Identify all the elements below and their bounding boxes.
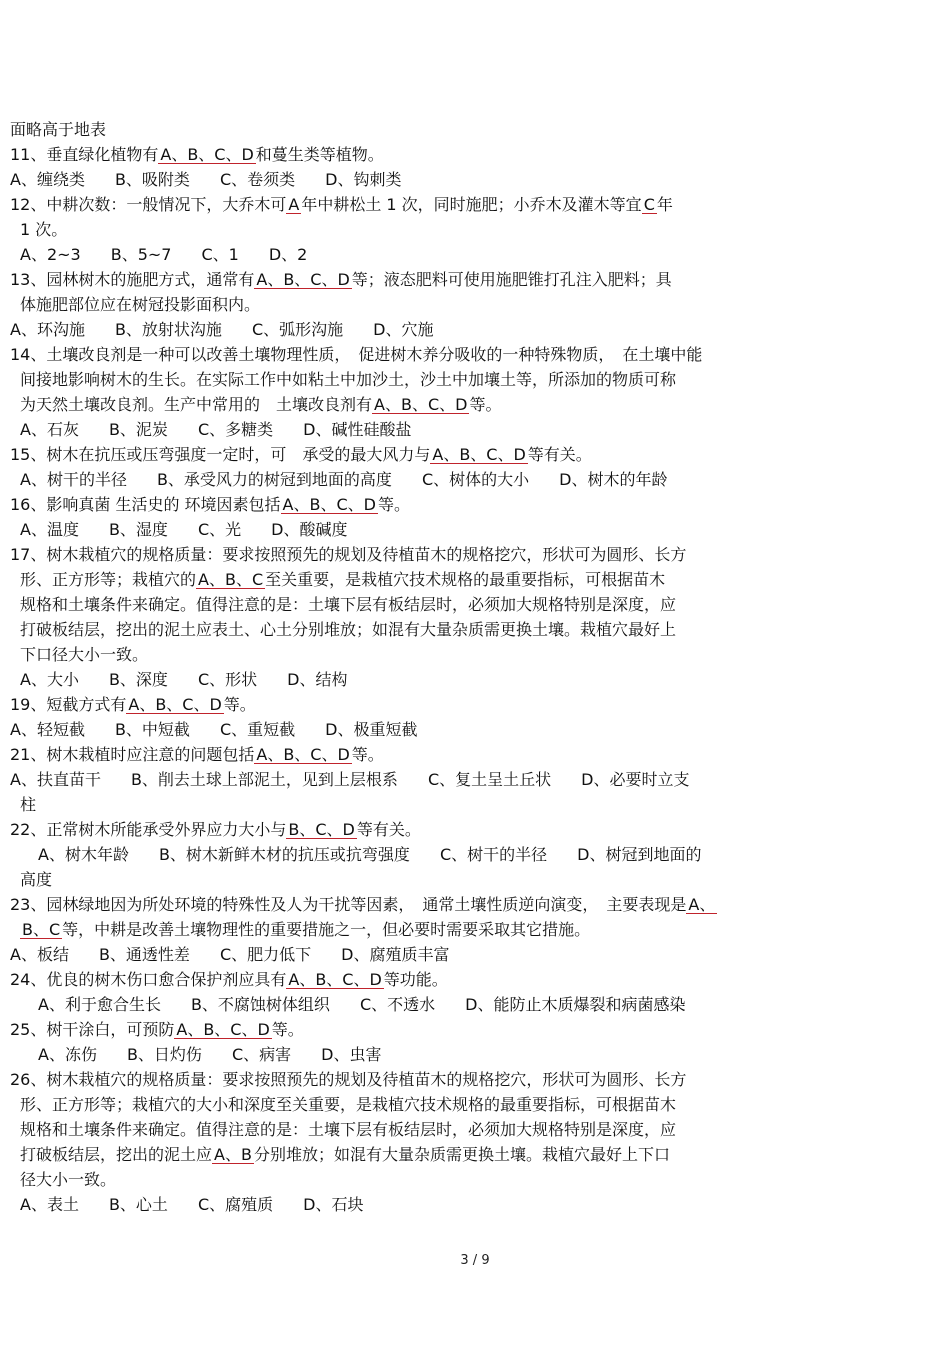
text-line: 高度	[20, 870, 53, 889]
question-text: 至关重要，是栽植穴技术规格的最重要指标，可根据苗木	[265, 570, 666, 589]
option-item: B、日灼伤	[126, 1045, 202, 1064]
answer-blank: A、B、C、D	[254, 267, 351, 292]
options-row	[10, 767, 810, 792]
options-row	[10, 717, 810, 742]
text-line: 26、树木栽植穴的规格质量：要求按照预先的规划及待植苗木的规格挖穴，形状可为圆形、长方	[10, 1070, 687, 1089]
question-line	[10, 1017, 810, 1042]
option-item: A、缠绕类	[10, 170, 85, 189]
option-item: C、不透水	[359, 995, 436, 1014]
option-item: C、病害	[231, 1045, 292, 1064]
question-text: 等功能。	[383, 970, 448, 989]
answer-blank: A、B、C、D	[126, 692, 223, 717]
option-item: A、利于愈合生长	[38, 995, 161, 1014]
question-line	[10, 192, 810, 217]
text-line: 体施肥部位应在树冠投影面积内。	[20, 295, 261, 314]
answer-blank: B、C	[20, 917, 62, 942]
option-item: A、树干的半径	[20, 470, 127, 489]
text-line: 间接地影响树木的生长。在实际工作中如粘土中加沙土，沙土中加壤土等，所添加的物质可称	[20, 370, 677, 389]
option-item: A、大小	[20, 670, 79, 689]
option-item: D、结构	[287, 670, 348, 689]
question-text: 23、园林绿地因为所处环境的特殊性及人为干扰等因素， 通常土壤性质逆向演变， 主要表现是	[10, 895, 687, 914]
option-item: D、石块	[303, 1195, 364, 1214]
option-item: A、扶直苗干	[10, 770, 101, 789]
option-item: B、放射状沟施	[114, 320, 222, 339]
question-text: 和蔓生类等植物。	[255, 145, 384, 164]
option-item: C、弧形沟施	[251, 320, 344, 339]
option-item: D、树木的年龄	[559, 470, 668, 489]
question-line	[10, 442, 810, 467]
option-item: B、5~7	[110, 245, 172, 264]
options-row	[10, 1042, 810, 1067]
question-text: 16、影响真菌 生活史的 环境因素包括	[10, 495, 281, 514]
option-item: C、卷须类	[219, 170, 296, 189]
option-item: B、中短截	[114, 720, 190, 739]
answer-blank: A、B、C、D	[281, 492, 378, 517]
answer-blank: A	[286, 192, 301, 217]
option-item: D、穴施	[373, 320, 434, 339]
question-text: 15、树木在抗压或压弯强度一定时，可 承受的最大风力与	[10, 445, 431, 464]
question-text: 为天然土壤改良剂。生产中常用的 土壤改良剂有	[20, 395, 373, 414]
options-row	[10, 167, 810, 192]
option-item: B、泥炭	[108, 420, 168, 439]
option-item: D、腐殖质丰富	[341, 945, 450, 964]
option-item: B、湿度	[108, 520, 168, 539]
option-item: A、石灰	[20, 420, 79, 439]
option-item: A、树木年龄	[38, 845, 129, 864]
text-line: 规格和土壤条件来确定。值得注意的是：土壤下层有板结层时，必须加大规格特别是深度，应	[20, 595, 677, 614]
option-item: B、通透性差	[98, 945, 190, 964]
question-text: 22、正常树木所能承受外界应力大小与	[10, 820, 287, 839]
option-item: A、表土	[20, 1195, 79, 1214]
question-text: 11、垂直绿化植物有	[10, 145, 159, 164]
option-item: B、心土	[108, 1195, 168, 1214]
option-item: A、2~3	[20, 245, 81, 264]
options-row	[10, 992, 810, 1017]
text-line: 打破板结层，挖出的泥土应表土、心土分别堆放；如混有大量杂质需更换土壤。栽植穴最好上	[20, 620, 677, 639]
question-text: 12、中耕次数：一般情况下，大乔木可	[10, 195, 287, 214]
option-item: A、环沟施	[10, 320, 85, 339]
question-text: 等有关。	[356, 820, 421, 839]
question-text: 等。	[377, 495, 410, 514]
question-text: 等。	[271, 1020, 304, 1039]
question-text: 分别堆放；如混有大量杂质需更换土壤。栽植穴最好上下口	[253, 1145, 670, 1164]
option-item: C、重短截	[219, 720, 296, 739]
options-row	[10, 467, 810, 492]
question-text: 等。	[351, 745, 384, 764]
text-line: 径大小一致。	[20, 1170, 117, 1189]
option-item: B、深度	[108, 670, 168, 689]
text-line: 形、正方形等；栽植穴的大小和深度至关重要，是栽植穴技术规格的最重要指标，可根据苗木	[20, 1095, 677, 1114]
option-item: C、树体的大小	[421, 470, 530, 489]
option-item: C、腐殖质	[197, 1195, 274, 1214]
question-line	[10, 917, 810, 942]
text-line: 1 次。	[20, 220, 68, 239]
question-line	[10, 392, 810, 417]
question-line	[10, 817, 810, 842]
question-line	[10, 142, 810, 167]
text-line: 17、树木栽植穴的规格质量：要求按照预先的规划及待植苗木的规格挖穴，形状可为圆形、长方	[10, 545, 687, 564]
options-row	[10, 517, 810, 542]
question-text: 等，中耕是改善土壤物理性的重要措施之一，但必要时需要采取其它措施。	[62, 920, 591, 939]
option-item: D、虫害	[321, 1045, 382, 1064]
question-text: 打破板结层，挖出的泥土应	[20, 1145, 213, 1164]
question-text: 等有关。	[527, 445, 592, 464]
option-item: D、碱性硅酸盐	[303, 420, 412, 439]
question-line	[10, 267, 810, 292]
question-text: 25、树干涂白，可预防	[10, 1020, 175, 1039]
option-item: A、冻伤	[38, 1045, 97, 1064]
question-text: 等；液态肥料可使用施肥锥打孔注入肥料；具	[351, 270, 672, 289]
question-text: 19、短截方式有	[10, 695, 127, 714]
option-item: D、酸碱度	[271, 520, 348, 539]
question-line	[10, 692, 810, 717]
option-item: C、1	[201, 245, 239, 264]
option-item: B、不腐蚀树体组织	[190, 995, 330, 1014]
option-item: D、钩刺类	[325, 170, 402, 189]
question-line	[10, 967, 810, 992]
options-row	[10, 942, 810, 967]
option-item: C、肥力低下	[219, 945, 312, 964]
question-text: 21、树木栽植时应注意的问题包括	[10, 745, 255, 764]
question-line	[10, 892, 810, 917]
answer-blank: A、B、C、D	[174, 1017, 271, 1042]
answer-blank: A、B、C、D	[158, 142, 255, 167]
answer-blank: A、B、C	[196, 567, 265, 592]
question-list	[10, 117, 810, 1217]
text-line: 柱	[20, 795, 37, 814]
option-item: C、光	[197, 520, 242, 539]
option-item: D、树冠到地面的	[577, 845, 702, 864]
text-line: 面略高于地表	[10, 120, 107, 139]
option-item: B、吸附类	[114, 170, 190, 189]
page-number: 3 / 9	[460, 1253, 490, 1268]
options-row	[10, 417, 810, 442]
option-item: A、温度	[20, 520, 79, 539]
answer-blank: A、B、C、D	[286, 967, 383, 992]
option-item: B、树木新鲜木材的抗压或抗弯强度	[158, 845, 410, 864]
option-item: C、形状	[197, 670, 258, 689]
option-item: D、必要时立支	[581, 770, 690, 789]
answer-blank: B、C、D	[286, 817, 356, 842]
question-text: 等。	[223, 695, 256, 714]
question-text: 年中耕松土 1 次，同时施肥；小乔木及灌木等宜	[301, 195, 642, 214]
question-text: 形、正方形等；栽植穴的	[20, 570, 197, 589]
options-row	[10, 842, 810, 867]
answer-blank: A、	[686, 892, 717, 917]
question-line	[10, 567, 810, 592]
text-line: 14、土壤改良剂是一种可以改善土壤物理性质， 促进树木养分吸收的一种特殊物质， 在土壤中能	[10, 345, 703, 364]
option-item: C、多糖类	[197, 420, 274, 439]
question-line	[10, 492, 810, 517]
options-row	[10, 317, 810, 342]
option-item: D、能防止木质爆裂和病菌感染	[465, 995, 686, 1014]
answer-blank: A、B	[212, 1142, 254, 1167]
question-line	[10, 1142, 810, 1167]
question-text: 13、园林树木的施肥方式，通常有	[10, 270, 255, 289]
option-item: B、削去土球上部泥土，见到上层根系	[130, 770, 398, 789]
options-row	[10, 242, 810, 267]
text-line: 规格和土壤条件来确定。值得注意的是：土壤下层有板结层时，必须加大规格特别是深度，应	[20, 1120, 677, 1139]
question-line	[10, 742, 810, 767]
option-item: A、板结	[10, 945, 69, 964]
answer-blank: A、B、C、D	[430, 442, 527, 467]
text-line: 下口径大小一致。	[20, 645, 149, 664]
answer-blank: A、B、C、D	[254, 742, 351, 767]
answer-blank: C	[642, 192, 657, 217]
question-text: 等。	[469, 395, 502, 414]
option-item: D、2	[268, 245, 308, 264]
answer-blank: A、B、C、D	[372, 392, 469, 417]
option-item: D、极重短截	[325, 720, 418, 739]
options-row	[10, 1192, 810, 1217]
options-row	[10, 667, 810, 692]
question-text: 年	[656, 195, 673, 214]
option-item: C、复土呈土丘状	[427, 770, 552, 789]
option-item: A、轻短截	[10, 720, 85, 739]
option-item: B、承受风力的树冠到地面的高度	[156, 470, 392, 489]
option-item: C、树干的半径	[439, 845, 548, 864]
question-text: 24、优良的树木伤口愈合保护剂应具有	[10, 970, 287, 989]
